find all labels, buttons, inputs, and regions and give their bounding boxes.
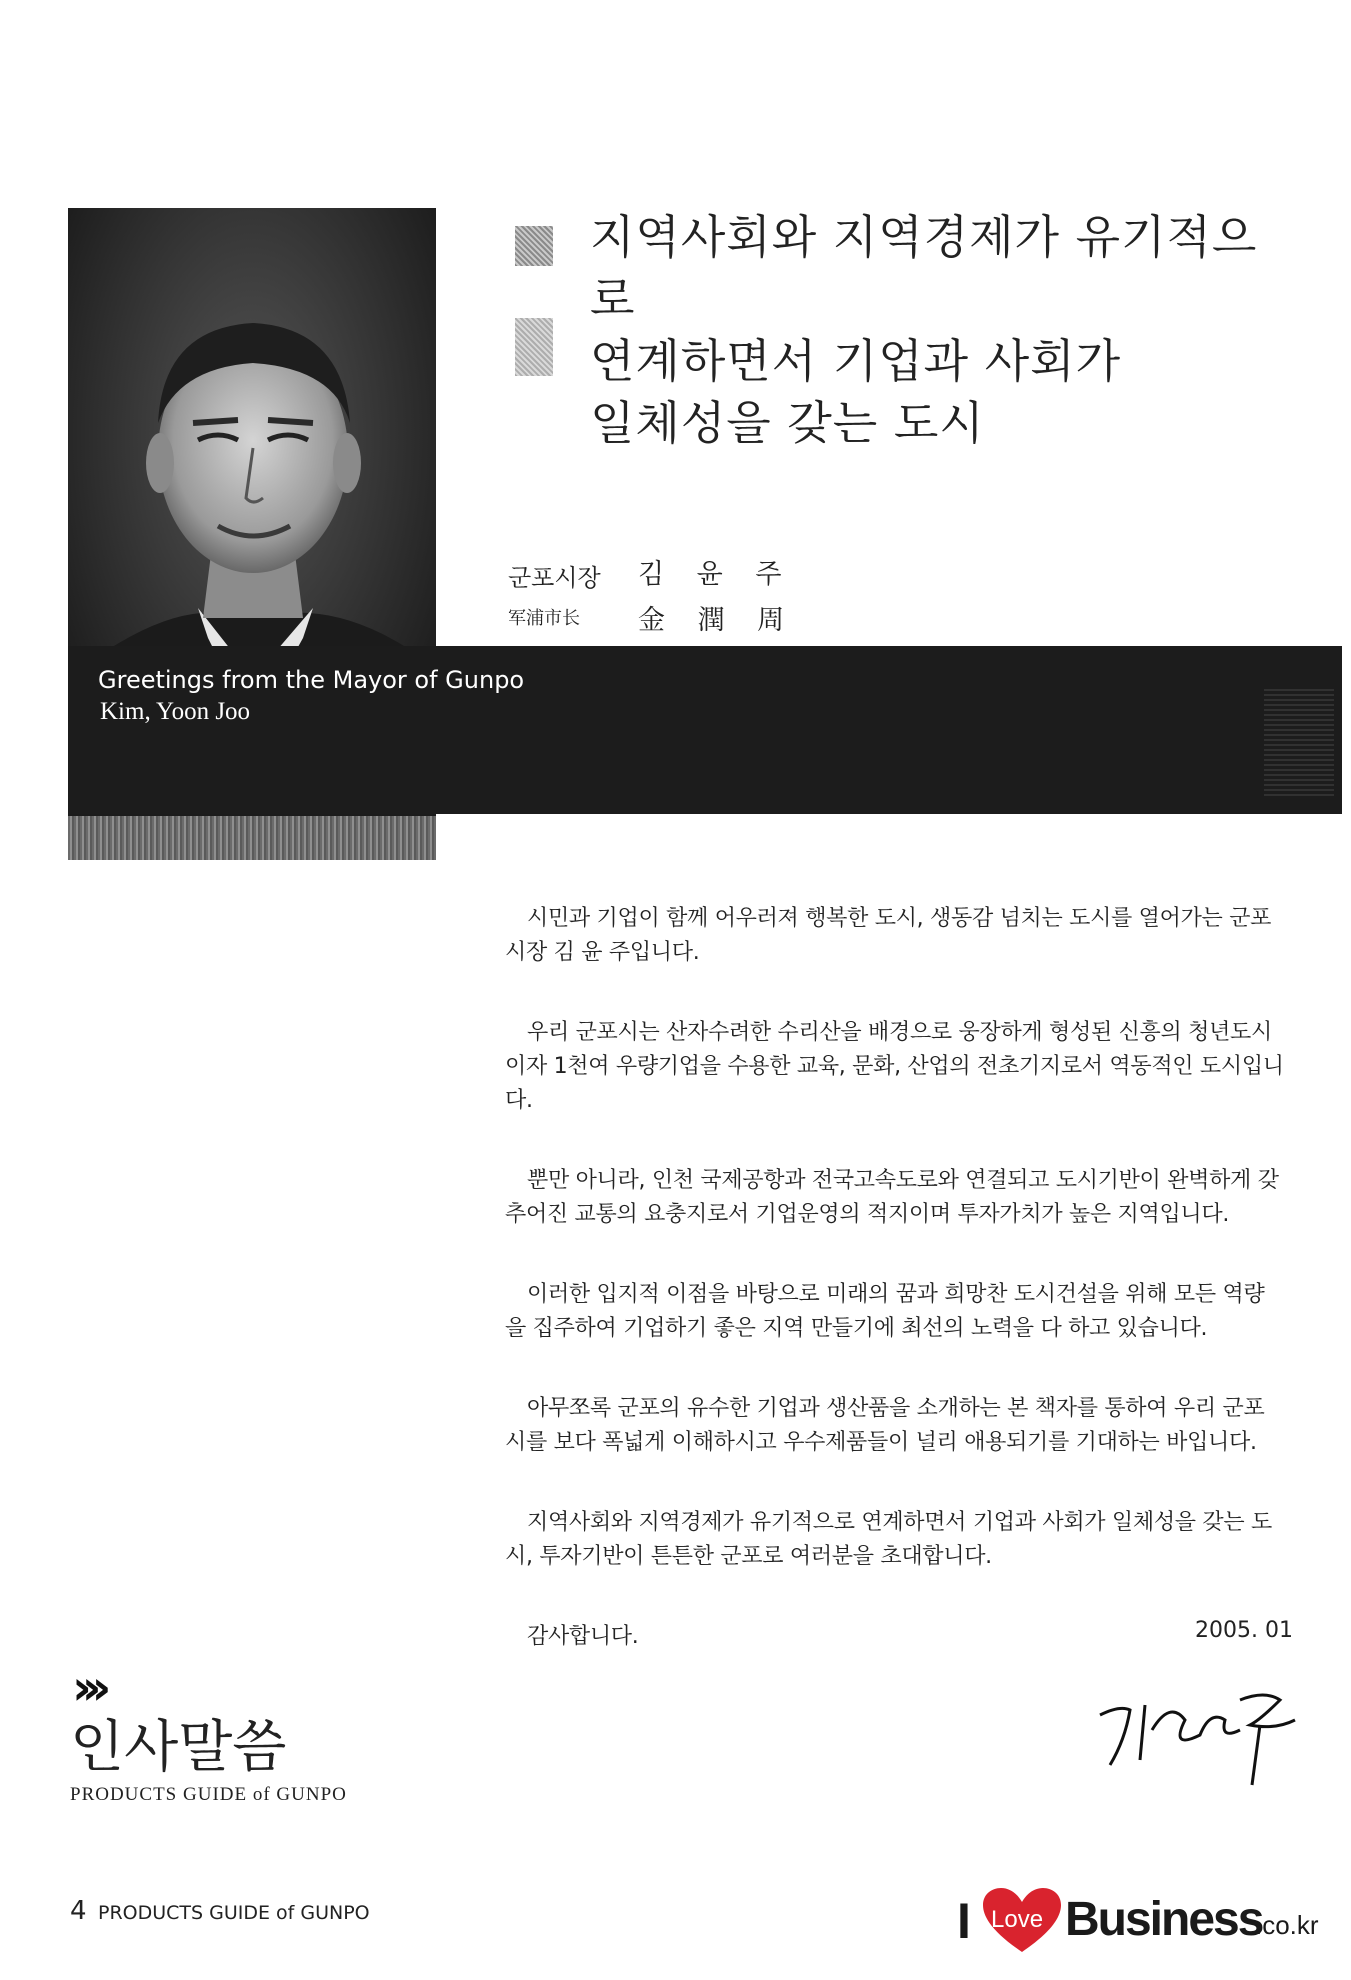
mayor-name-cn: 金 潤 周 <box>638 605 797 636</box>
headline-line-3: 일체성을 갖는 도시 <box>590 396 985 450</box>
page-number: 4 <box>70 1896 87 1926</box>
headline <box>590 206 1290 454</box>
body-paragraph-2: 우리 군포시는 산자수려한 수리산을 배경으로 웅장하게 형성된 신흥의 청년도시이자 1천여 우량기업을 수용한 교육, 문화, 산업의 전초기지로서 역동적인 도시입니다. <box>505 1020 1284 1113</box>
brand-letter-i: I <box>957 1893 971 1949</box>
section-subtitle: PRODUCTS GUIDE of GUNPO <box>70 1784 347 1805</box>
mayor-name-ko: 김 윤 주 <box>638 559 794 590</box>
body-paragraph-7: 감사합니다. <box>527 1624 639 1649</box>
brand-logo <box>955 1886 1335 1956</box>
greeting-body <box>505 902 1285 1700</box>
brand-business: Business <box>1065 1893 1263 1946</box>
mayor-signature <box>1090 1680 1300 1790</box>
page-label: PRODUCTS GUIDE of GUNPO <box>98 1902 370 1924</box>
body-paragraph-4: 이러한 입지적 이점을 바탕으로 미래의 꿈과 희망찬 도시건설을 위해 모든 역량을 집주하여 기업하기 좋은 지역 만들기에 최선의 노력을 다 하고 있습니다. <box>505 1282 1265 1341</box>
headline-marker-bottom <box>515 318 553 376</box>
mayor-title-cn: 军浦市长 <box>508 608 580 629</box>
headline-line-2: 연계하면서 기업과 사회가 <box>590 334 1122 388</box>
letter-date: 2005. 01 <box>1195 1618 1293 1643</box>
greeting-line-2: Kim, Yoon Joo <box>100 698 251 725</box>
body-paragraph-3: 뿐만 아니라, 인천 국제공항과 전국고속도로와 연결되고 도시기반이 완벽하게 갖추어진 교통의 요충지로서 기업운영의 적지이며 투자가치가 높은 지역입니다. <box>505 1168 1279 1227</box>
chevron-right-icon: ››› <box>72 1660 102 1716</box>
section-title: 인사말씀 <box>70 1715 287 1780</box>
headline-marker-top <box>515 226 553 266</box>
brand-domain: .co.kr <box>1255 1910 1319 1940</box>
mayor-title-ko: 군포시장 <box>508 564 601 592</box>
body-paragraph-5: 아무쪼록 군포의 유수한 기업과 생산품을 소개하는 본 책자를 통하여 우리 군포시를 보다 폭넓게 이해하시고 우수제품들이 널리 애용되기를 기대하는 바입니다. <box>505 1396 1265 1455</box>
brand-love: Love <box>991 1906 1044 1933</box>
greeting-line-1: Greetings from the Mayor of Gunpo <box>98 666 525 694</box>
headline-line-1: 지역사회와 지역경제가 유기적으로 <box>590 210 1258 326</box>
body-paragraph-6: 지역사회와 지역경제가 유기적으로 연계하면서 기업과 사회가 일체성을 갖는 도시, 투자기반이 튼튼한 군포로 여러분을 초대합니다. <box>505 1510 1272 1569</box>
photo-bottom-strip <box>68 816 436 860</box>
band-texture <box>1264 686 1334 796</box>
body-paragraph-1: 시민과 기업이 함께 어우러져 행복한 도시, 생동감 넘치는 도시를 열어가는 군포시장 김 윤 주입니다. <box>505 906 1272 965</box>
